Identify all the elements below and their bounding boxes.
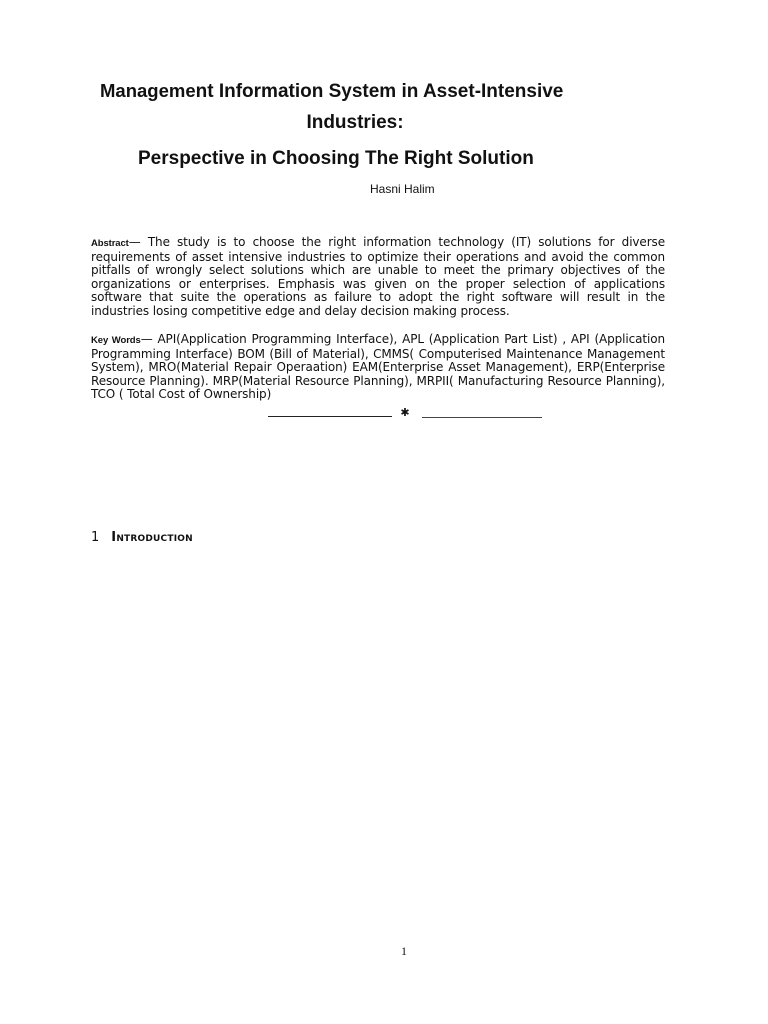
paper-title-rest: nt Information System in Asset-Intensive [195, 81, 564, 102]
keywords-text: API(Application Programming Interface), APL (Application Part List) , API (Application Programming Interface) BOM (Bill of Material), CMMS( Computerised Maintenance Management System), MRO(Material Repair Operaation) EAM(Enterprise Asset Management), ERP(Enterprise Resource Planning). MRP(Material Resource Planning), MRPII( Manufacturing Resource Planning), TCO ( Total Cost of Ownership) [91, 332, 665, 401]
abstract-text: The study is to choose the right information technology (IT) solutions for diverse requirements of asset intensive industries to optimize their operations and avoid the common pitfalls of wrongly select solutions which are unable to meet the primary objectives of the organizations or enterprises. Emphasis was given on the proper selection of applications software that suite the operations as failure to adopt the right software will result in the industries losing competitive edge and delay decision making process. [91, 235, 665, 318]
section-heading [91, 530, 193, 545]
paper-title-lead: Manageme [100, 80, 196, 101]
section-number: 1 [91, 530, 100, 545]
paper-subtitle: Perspective in Choosing The Right Solution [138, 148, 534, 169]
abstract-label: Abstract [91, 238, 129, 249]
section-title: Introduction [111, 530, 193, 545]
keywords-label: Key Words [91, 335, 141, 346]
section-separator [268, 406, 542, 420]
keywords [91, 333, 665, 402]
paper-title [100, 80, 630, 103]
abstract-dash: — [128, 235, 148, 249]
separator-line-left [268, 416, 392, 417]
keywords-dash: — [140, 332, 158, 346]
paper-title-line2: Industries: [306, 112, 404, 133]
page-number: 1 [401, 944, 407, 958]
asterisk-icon: ✱ [400, 406, 410, 419]
author-name: Hasni Halim [370, 182, 435, 196]
separator-line-right [422, 417, 542, 418]
abstract [91, 236, 665, 318]
